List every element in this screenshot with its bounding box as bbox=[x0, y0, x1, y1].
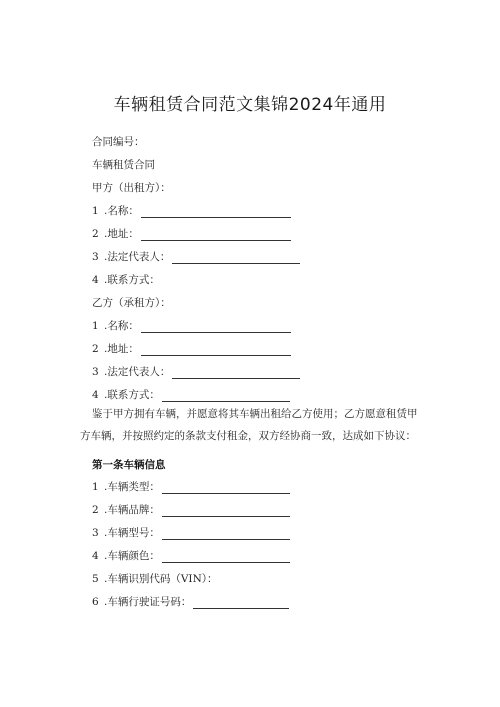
vehicle-vin-row bbox=[92, 572, 218, 586]
party-b-contact-row bbox=[92, 388, 290, 402]
vehicle-model-row bbox=[92, 526, 290, 540]
article-1-heading: 第一条车辆信息 bbox=[92, 459, 166, 471]
party-b-address-row bbox=[92, 342, 291, 356]
party-a-rep-field[interactable] bbox=[172, 253, 300, 264]
item-label: .联系方式： bbox=[104, 274, 160, 286]
vehicle-license-row bbox=[92, 595, 289, 609]
vehicle-brand-field[interactable] bbox=[162, 506, 290, 517]
item-number: 4 bbox=[92, 550, 99, 562]
item-label: .车辆颜色： bbox=[104, 550, 160, 562]
item-number: 3 bbox=[92, 366, 99, 378]
party-b-name-field[interactable] bbox=[141, 322, 291, 333]
party-b-rep-row bbox=[92, 365, 300, 379]
item-number: 1 bbox=[92, 320, 99, 332]
vehicle-model-field[interactable] bbox=[162, 529, 290, 540]
preamble-line-1: 鉴于甲方拥有车辆，并愿意将其车辆出租给乙方使用；乙方愿意租赁甲 bbox=[92, 408, 418, 420]
preamble-line-2: 方车辆，并按照约定的条款支付租金，双方经协商一致，达成如下协议： bbox=[80, 430, 416, 442]
preamble-paragraph bbox=[80, 403, 437, 447]
vehicle-type-row bbox=[92, 480, 290, 494]
item-label: .车辆行驶证号码： bbox=[104, 596, 192, 608]
contract-number-label: 合同编号： bbox=[92, 136, 145, 148]
item-number: 4 bbox=[92, 389, 99, 401]
item-number: 3 bbox=[92, 251, 99, 263]
party-b-name-row bbox=[92, 319, 291, 333]
item-label: .地址： bbox=[104, 228, 139, 240]
party-b-address-field[interactable] bbox=[141, 345, 291, 356]
item-number: 2 bbox=[92, 228, 99, 240]
item-number: 1 bbox=[92, 481, 99, 493]
party-a-contact-row bbox=[92, 273, 160, 287]
vehicle-type-field[interactable] bbox=[162, 483, 290, 494]
vehicle-color-field[interactable] bbox=[162, 552, 290, 563]
item-label: .车辆品牌： bbox=[104, 504, 160, 516]
item-number: 2 bbox=[92, 504, 99, 516]
item-label: .名称： bbox=[104, 205, 139, 217]
item-number: 1 bbox=[92, 205, 99, 217]
item-label: .法定代表人： bbox=[104, 251, 171, 263]
item-number: 3 bbox=[92, 527, 99, 539]
item-label: .法定代表人： bbox=[104, 366, 171, 378]
party-a-name-field[interactable] bbox=[141, 207, 291, 218]
item-number: 2 bbox=[92, 343, 99, 355]
item-number: 5 bbox=[92, 573, 99, 585]
item-label: .名称： bbox=[104, 320, 139, 332]
item-label: .车辆识别代码（VIN）： bbox=[104, 573, 218, 585]
party-b-heading: 乙方（承租方）： bbox=[92, 297, 171, 309]
item-label: .车辆型号： bbox=[104, 527, 160, 539]
party-a-name-row bbox=[92, 204, 291, 218]
document-title: 车辆租赁合同范文集锦2024年通用 bbox=[113, 95, 387, 115]
party-b-rep-field[interactable] bbox=[172, 368, 300, 379]
vehicle-license-field[interactable] bbox=[193, 598, 289, 609]
vehicle-color-row bbox=[92, 549, 290, 563]
party-a-heading: 甲方（出租方）： bbox=[92, 182, 171, 194]
party-a-address-field[interactable] bbox=[141, 230, 291, 241]
party-a-address-row bbox=[92, 227, 291, 241]
item-number: 6 bbox=[92, 596, 99, 608]
contract-name: 车辆租赁合同 bbox=[92, 159, 155, 171]
item-number: 4 bbox=[92, 274, 99, 286]
item-label: .车辆类型： bbox=[104, 481, 160, 493]
item-label: .地址： bbox=[104, 343, 139, 355]
party-b-contact-field[interactable] bbox=[162, 391, 290, 402]
item-label: .联系方式： bbox=[104, 389, 160, 401]
party-a-rep-row bbox=[92, 250, 300, 264]
vehicle-brand-row bbox=[92, 503, 290, 517]
